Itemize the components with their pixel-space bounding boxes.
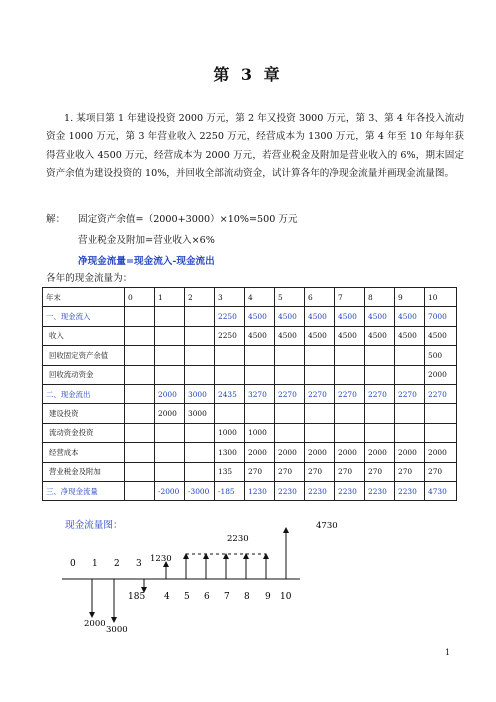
period-label-9: 9 [265, 592, 271, 602]
table-cell: 4730 [425, 481, 457, 500]
table-cell: 4500 [275, 326, 305, 345]
table-cell: 2270 [275, 384, 305, 403]
table-cell: 500 [425, 346, 457, 365]
row-label: 收入 [43, 326, 125, 345]
table-cell: 1000 [215, 423, 245, 442]
table-cell: 2270 [335, 384, 365, 403]
period-label-3: 3 [136, 559, 142, 569]
table-cell: 2000 [155, 404, 185, 423]
table-cell: 270 [245, 462, 275, 481]
table-cell: 2230 [335, 481, 365, 500]
diagram-caption: 现金流量图： [65, 520, 123, 531]
table-cell: 2000 [305, 443, 335, 462]
table-cell: 2270 [425, 384, 457, 403]
table-cell: 4500 [365, 326, 395, 345]
row-label: 经营成本 [43, 443, 125, 462]
header-year-cell: 0 [125, 288, 155, 307]
table-cell: 2435 [215, 384, 245, 403]
row-label: 三、净现金流量 [43, 481, 125, 500]
table-cell: 4500 [425, 326, 457, 345]
table-cell: 2000 [245, 443, 275, 462]
table-cell: 4500 [395, 307, 425, 326]
table-intro: 各年的现金流量为： [46, 273, 133, 284]
net-cash-flow-formula: 净现金流量=现金流入-现金流出 [78, 256, 215, 267]
period-label-8: 8 [244, 592, 250, 602]
table-cell: 2000 [365, 443, 395, 462]
table-cell: 4500 [335, 307, 365, 326]
page-number: 1 [445, 648, 451, 657]
row-label: 流动资金投资 [43, 423, 125, 442]
header-year-cell: 2 [185, 288, 215, 307]
table-cell: -2000 [155, 481, 185, 500]
header-year-cell: 8 [365, 288, 395, 307]
table-cell: 3000 [185, 404, 215, 423]
row-label: 回收固定资产余值 [43, 346, 125, 365]
table-cell: 270 [365, 462, 395, 481]
header-year-cell: 9 [395, 288, 425, 307]
table-cell: 2230 [365, 481, 395, 500]
period-label-10: 10 [280, 592, 292, 602]
header-year-cell: 6 [305, 288, 335, 307]
table-cell: 7000 [425, 307, 457, 326]
problem-statement: 1. 某项目第 1 年建设投资 2000 万元，第 2 年又投资 3000 万元，第 3、第 4 年各投入流动资金 1000 万元，第 3 年营业收入 2250 万元，经营成本为 1300 万元，第 4 年至 10 年每年获得营业收入 4500 万元，经营成本为 2000 万元，若营业税金及附加是营业收入的 6%，期末固定资产余值为建设投资的 10%，并回收全部流动资金，试计算各年的净现金流量并画现金流量图。 [46, 113, 464, 180]
row-label: 二、现金流出 [43, 384, 125, 403]
table-cell: 2000 [155, 384, 185, 403]
table-cell: 2000 [425, 443, 457, 462]
header-year-cell: 10 [425, 288, 457, 307]
table-cell: 3270 [245, 384, 275, 403]
table-cell: 2270 [305, 384, 335, 403]
header-year-cell: 1 [155, 288, 185, 307]
table-cell: 4500 [335, 326, 365, 345]
header-year-cell: 3 [215, 288, 245, 307]
table-cell: 2000 [395, 443, 425, 462]
period-label-6: 6 [204, 592, 210, 602]
table-cell: 270 [305, 462, 335, 481]
table-cell: 2000 [275, 443, 305, 462]
table-cell: 270 [425, 462, 457, 481]
table-cell: 4500 [245, 307, 275, 326]
table-cell: 1300 [215, 443, 245, 462]
table-cell: 4500 [305, 307, 335, 326]
row-label: 营业税金及附加 [43, 462, 125, 481]
table-cell: 270 [275, 462, 305, 481]
inflow-value-2230: 2230 [227, 534, 249, 544]
period-label-4: 4 [164, 592, 170, 602]
table-cell: 2000 [335, 443, 365, 462]
row-label: 建设投资 [43, 404, 125, 423]
table-cell: 2230 [275, 481, 305, 500]
header-year-label: 年末 [43, 288, 125, 307]
table-cell: 270 [395, 462, 425, 481]
row-label: 回收流动资金 [43, 365, 125, 384]
header-year-cell: 7 [335, 288, 365, 307]
inflow-value-4730: 4730 [316, 521, 338, 531]
table-cell: 1230 [245, 481, 275, 500]
table-cell: 4500 [275, 307, 305, 326]
period-label-5: 5 [184, 592, 190, 602]
table-cell: 4500 [305, 326, 335, 345]
table-cell: 4500 [395, 326, 425, 345]
tax-formula: 营业税金及附加=营业收入×6% [78, 235, 215, 246]
inflow-value-1230: 1230 [150, 554, 172, 564]
table-cell: 2230 [305, 481, 335, 500]
period-label-7: 7 [224, 592, 230, 602]
table-cell: 2250 [215, 326, 245, 345]
outflow-value-3000: 3000 [106, 625, 128, 635]
table-cell: 2270 [395, 384, 425, 403]
table-cell: 2230 [395, 481, 425, 500]
residual-value-formula: 固定资产余值=（2000+3000）×10%=500 万元 [78, 214, 298, 225]
outflow-value-2000: 2000 [84, 619, 106, 629]
table-cell: 2250 [215, 307, 245, 326]
table-cell: 135 [215, 462, 245, 481]
table-cell: 2000 [425, 365, 457, 384]
period-label-2: 2 [114, 559, 120, 569]
table-cell: 2270 [365, 384, 395, 403]
period-label-1: 1 [92, 559, 98, 569]
header-year-cell: 5 [275, 288, 305, 307]
outflow-value-185: 185 [128, 592, 146, 602]
solution-label: 解： [46, 214, 66, 225]
header-year-cell: 4 [245, 288, 275, 307]
table-cell: 4500 [365, 307, 395, 326]
table-cell: 1000 [245, 423, 275, 442]
chapter-title: 第 3 章 [213, 65, 283, 84]
table-cell: 3000 [185, 384, 215, 403]
table-cell: -185 [215, 481, 245, 500]
row-label: 一、现金流入 [43, 307, 125, 326]
table-cell: -3000 [185, 481, 215, 500]
period-label-0: 0 [70, 559, 76, 569]
table-cell: 270 [335, 462, 365, 481]
table-cell: 4500 [245, 326, 275, 345]
